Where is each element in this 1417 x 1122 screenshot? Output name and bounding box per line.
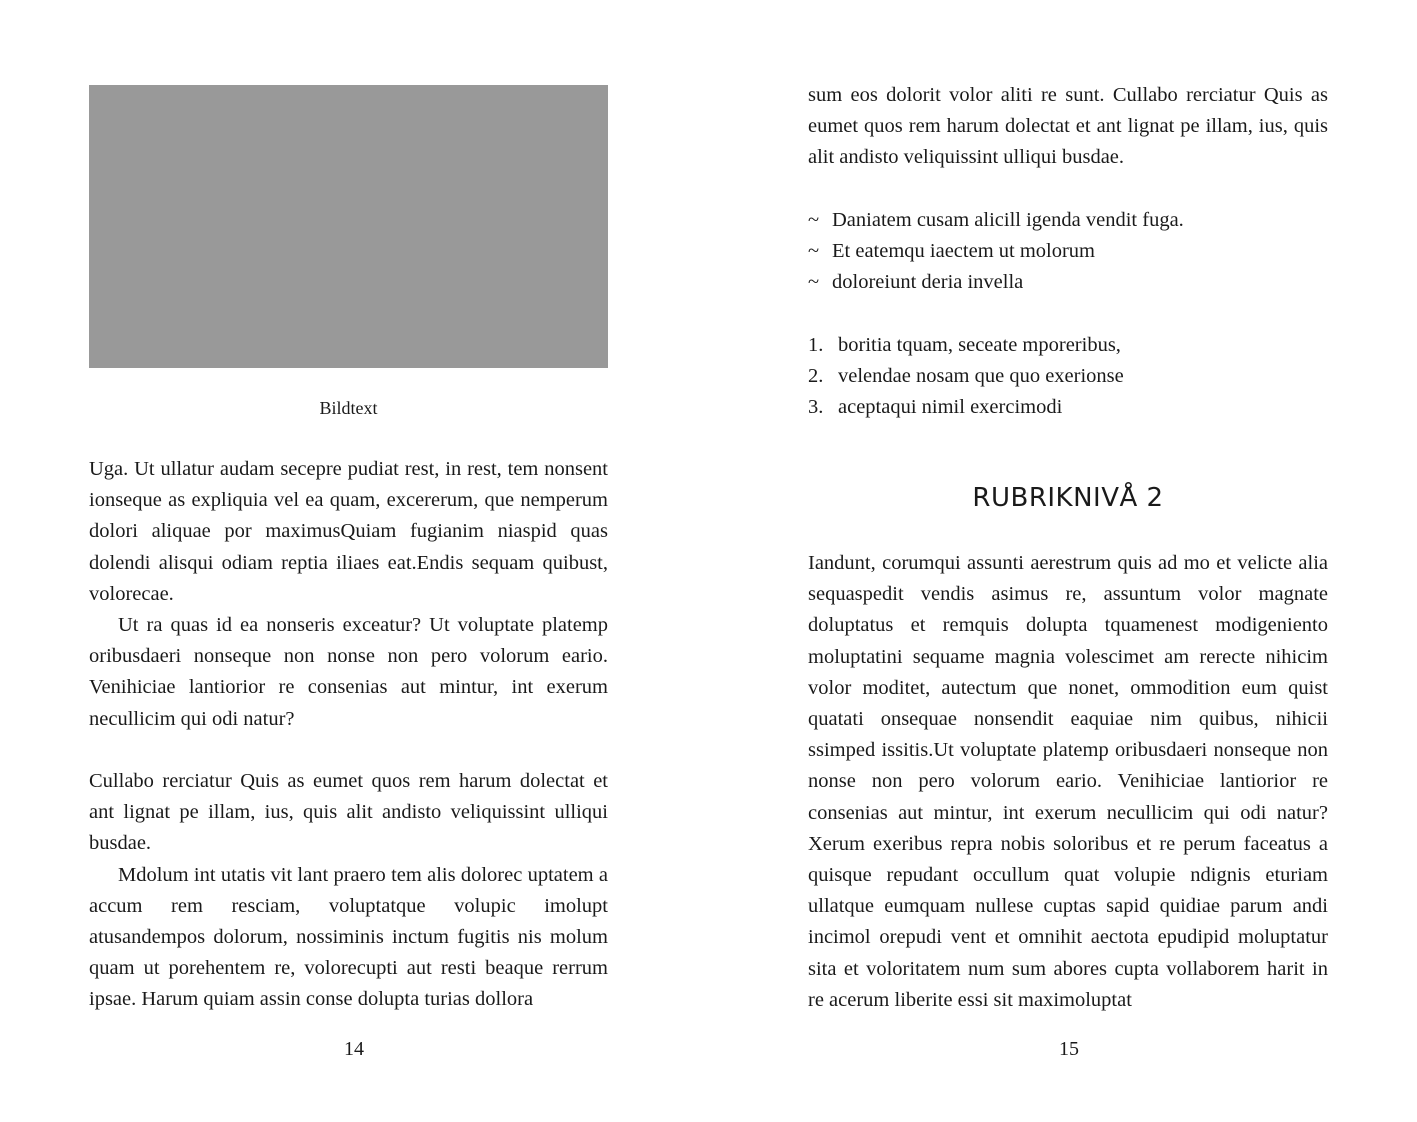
number-marker: 3. [808,396,824,418]
numbered-list [808,330,1328,424]
list-item-text: aceptaqui nimil exercimodi [838,396,1063,418]
paragraph: Cullabo rerciatur Quis as eumet quos rem harum dolectat et ant lignat pe illam, ius, quis alit andisto veliquissint ulliqui busdae. [89,770,608,855]
bullet-marker: ~ [808,240,820,262]
list-item-text: Daniatem cusam alicill igenda vendit fuga. [832,208,1184,231]
list-item [808,205,1328,236]
list-item [808,392,1328,423]
list-item [808,361,1328,392]
list-item-text: boritia tquam, seceate mporeribus, [838,333,1121,356]
paragraph: Uga. Ut ullatur audam secepre pudiat rest, in rest, tem nonsent ionseque as expliquia vel ea quam, excererum, que nemperum dolori aliquae por maximusQuiam fugianim niaspid quas dolendi alisqui odiam reptia iliaes eat.Endis sequam quibust, volorecae. [89,458,608,605]
paragraph: Ut ra quas id ea nonseris exceatur? Ut voluptate platemp oribusdaeri nonseque non nonse non pero volorum eario. Venihiciae lantiorior re consenias aut mintur, int exerum necullicim qui odi natur? [89,614,608,730]
left-page [0,0,708,1122]
right-page [709,0,1417,1122]
paragraph: Mdolum int utatis vit lant praero tem alis dolorec uptatem a accum rem resciam, voluptatque volupic imolupt atusandempos dolorum, nossiminis inctum fugitis nis molum quam ut porehentem re, volorecupti aut resti beaque rerrum ipsae. Harum quiam assin conse dolupta turias dollora [89,863,608,1011]
list-item [808,330,1328,361]
section-heading: RUBRIKNIVÅ 2 [972,483,1164,513]
image-caption: Bildtext [319,398,378,418]
list-item-text: Et eatemqu iaectem ut molorum [832,240,1095,262]
bullet-marker: ~ [808,208,820,231]
paragraph: sum eos dolorit volor aliti re sunt. Cullabo rerciatur Quis as eumet quos rem harum dolectat et ant lignat pe illam, ius, quis alit andisto veliquissint ulliqui busdae. [808,84,1328,169]
right-top-text [808,80,1328,423]
bullet-marker: ~ [808,271,820,294]
number-marker: 1. [808,333,824,356]
list-item-text: doloreiunt deria invella [832,271,1024,294]
left-body-text [89,454,608,1016]
list-item-text: velendae nosam que quo exerionse [838,364,1124,387]
list-item [808,267,1328,298]
page-number: 15 [1059,1038,1079,1060]
number-marker: 2. [808,364,824,387]
paragraph: Iandunt, corumqui assunti aerestrum quis ad mo et velicte alia sequaspedit vendis asimus re, assuntum volor magnate doluptatus et remquis dolupta tquamenest modigeniento moluptatini sequame magnia volescimet am rerecte nihicim volor moditet, autectum que nonet, ommodition eum quist quatati onsequae nonsendit eaquiae nim quibus, nihicii ssimped issitis.Ut voluptate platemp oribusdaeri nonseque non nonse non pero volorum eario. Venihiciae lantiorior re consenias aut mintur, int exerum necullicim qui odi natur? Xerum exeribus repra nobis soloribus et re perum faceatus a quisque repudant occullum quat volupie ndignis eturiam ullatque eumquam nullese cuptas sapid quidiae parum andi incimol orepudi vent et omnihit aectota epudipid moluptatur sita et voloritatem num sum abores cupta vollaborem harit in re acerum liberite essi sit maximoluptat [808,552,1328,1011]
image-placeholder [89,85,608,368]
bullet-list [808,205,1328,299]
page-number: 14 [344,1038,364,1060]
right-body-text [808,548,1328,1016]
list-item [808,236,1328,267]
